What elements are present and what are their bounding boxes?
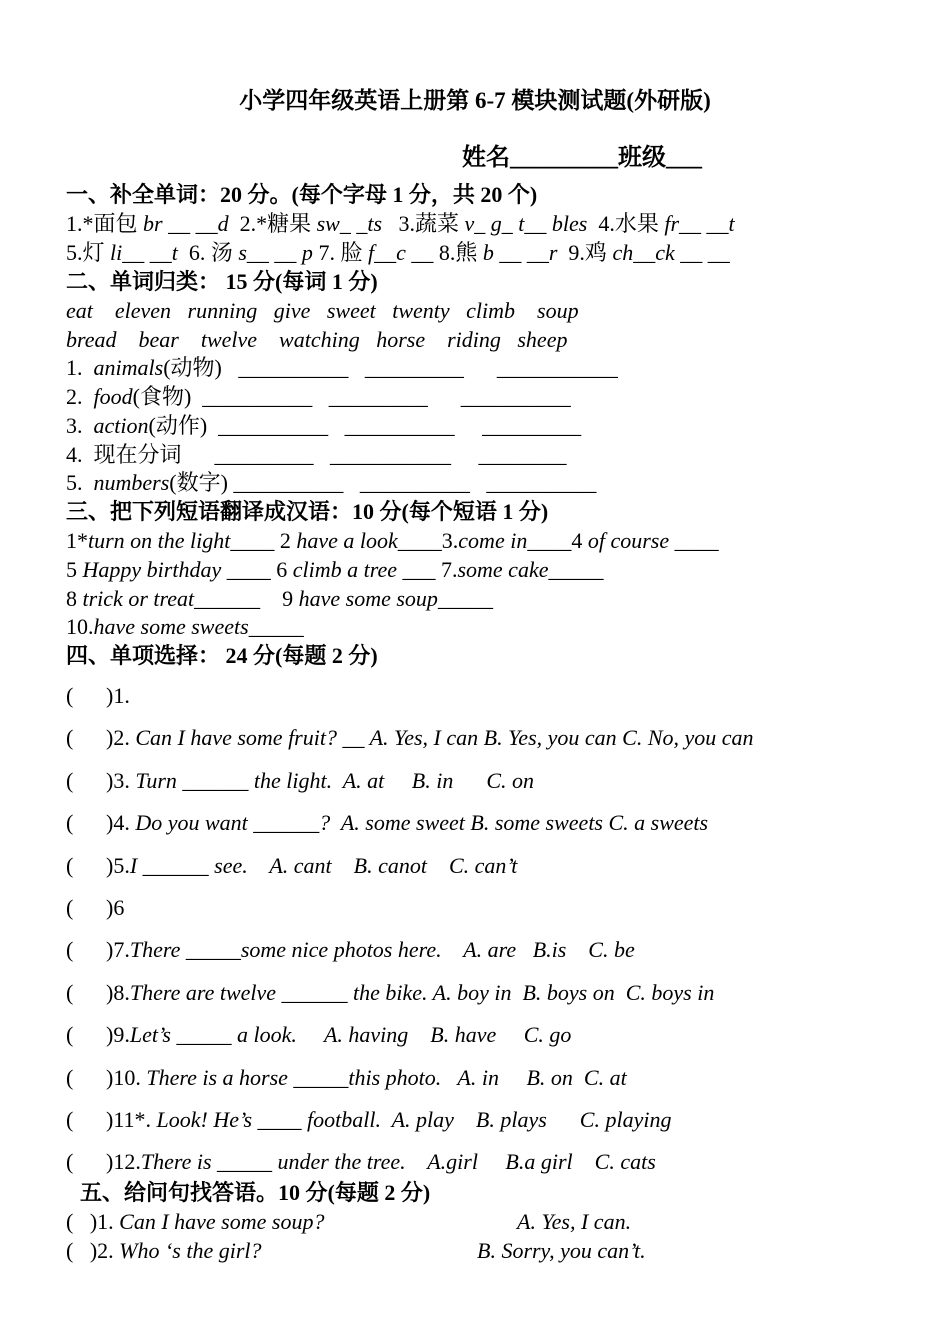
text-segment: Can I have some fruit? __ A. Yes, I can B. Yes, you can C. No, you can [135, 725, 754, 750]
text-segment: turn on the light [88, 528, 231, 553]
text-segment: )9. [106, 1022, 130, 1047]
text-segment: f__c [367, 240, 406, 265]
text-segment: 5.灯 [66, 240, 111, 265]
text-segment: )12. [106, 1149, 141, 1174]
text-segment: Happy birthday [82, 557, 222, 582]
match-answer: A. Yes, I can. [517, 1209, 632, 1234]
answer-paren: ( [66, 768, 74, 793]
text-segment: fr__ __t [664, 211, 735, 236]
text-segment: ____ 6 [221, 557, 293, 582]
text-segment: _____ [437, 586, 493, 611]
name-class-field: 姓名_________班级___ [462, 145, 702, 171]
text-segment: b __ __r [482, 240, 558, 265]
text-segment: __ 8.熊 [405, 240, 483, 265]
text-segment: Who ‘s the girl? [119, 1238, 262, 1263]
text-segment: I ______ see. A. cant B. canot C. can’t [129, 853, 518, 878]
answer-paren: ( [66, 683, 74, 708]
text-segment: (动作) __________ __________ _________ [148, 413, 582, 438]
answer-paren: ( [66, 980, 74, 1005]
text-segment: 2. [66, 384, 94, 409]
text-segment: ch__ck [612, 240, 675, 265]
text-segment: have a look [296, 528, 398, 553]
text-segment: br __ __d [143, 211, 229, 236]
answer-paren: ( [66, 1022, 74, 1047]
text-segment: ( )1. [66, 1209, 120, 1234]
mc-question [66, 980, 714, 1006]
text-segment: action [93, 413, 149, 438]
text-segment: numbers [93, 470, 170, 495]
answer-paren: ( [66, 810, 74, 835]
text-segment: Look! He’s ____ football. A. play B. plays C. playing [156, 1107, 672, 1132]
match-question [66, 1209, 324, 1235]
text-segment: 4.水果 [587, 211, 665, 236]
section1-heading: 一、补全单词：20 分。(每个字母 1 分，共 20 个) [66, 182, 538, 207]
section1-line2 [66, 240, 730, 266]
text-segment: )11*. [106, 1107, 157, 1132]
text-segment: 7. 脸 [312, 240, 368, 265]
text-segment: Can I have some soup? [119, 1209, 325, 1234]
text-segment: )2. [106, 725, 136, 750]
text-segment: 3.蔬菜 [382, 211, 465, 236]
section3-heading: 三、把下列短语翻译成汉语：10 分(每个短语 1 分) [66, 499, 549, 524]
text-segment: 6. 汤 [177, 240, 239, 265]
mc-question [66, 937, 635, 963]
answer-paren: ( [66, 1107, 74, 1132]
text-segment: )5. [106, 853, 130, 878]
text-segment: 4. 现在分词 _________ ___________ ________ [66, 442, 567, 467]
category-row [66, 355, 618, 381]
answer-paren: ( [66, 937, 74, 962]
category-row [66, 413, 581, 439]
text-segment: Turn ______ the light. A. at B. in C. on [135, 768, 535, 793]
text-segment: ____ [669, 528, 719, 553]
text-segment: come in [458, 528, 528, 553]
text-segment: )4. [106, 810, 136, 835]
word-bank-line1: eat eleven running give sweet twenty climb soup [66, 298, 579, 323]
text-segment: 5. [66, 470, 94, 495]
text-segment: Let’s _____ a look. A. having B. have C. go [129, 1022, 572, 1047]
text-segment: have some sweets [93, 614, 249, 639]
mc-question [66, 725, 754, 751]
text-segment: v_ g_ t__ bles [464, 211, 588, 236]
text-segment: (数字) __________ __________ __________ [169, 470, 597, 495]
text-segment: )3. [106, 768, 136, 793]
text-segment: __ __ [674, 240, 730, 265]
text-segment: ( )2. [66, 1238, 120, 1263]
answer-paren: ( [66, 853, 74, 878]
text-segment: There are twelve ______ the bike. A. boy in B. boys on C. boys in [129, 980, 715, 1005]
answer-paren: ( [66, 1065, 74, 1090]
text-segment: 1* [66, 528, 88, 553]
text-segment: ____ 2 [230, 528, 297, 553]
text-segment: 1. [66, 355, 94, 380]
text-segment: Do you want ______? A. some sweet B. some sweets C. a sweets [135, 810, 709, 835]
text-segment: There _____some nice photos here. A. are B.is C. be [129, 937, 635, 962]
text-segment: )6 [106, 895, 125, 920]
text-segment: 9.鸡 [557, 240, 613, 265]
text-segment: of course [587, 528, 670, 553]
text-segment: There is _____ under the tree. A.girl B.a girl C. cats [140, 1149, 656, 1174]
phrase-line [66, 614, 304, 640]
text-segment: )10. [106, 1065, 147, 1090]
text-segment: ____3. [397, 528, 459, 553]
text-segment: There is a horse _____this photo. A. in B. on C. at [146, 1065, 627, 1090]
mc-question [66, 1149, 656, 1175]
word-bank-line2: bread bear twelve watching horse riding sheep [66, 327, 568, 352]
mc-question [66, 895, 124, 921]
text-segment: _____ [248, 614, 304, 639]
mc-question [66, 1107, 671, 1133]
phrase-line [66, 557, 603, 583]
text-segment: trick or treat [82, 586, 195, 611]
text-segment: 5 [66, 557, 83, 582]
match-answer: B. Sorry, you can’t. [477, 1238, 646, 1263]
section4-heading: 四、单项选择： 24 分(每题 2 分) [66, 643, 378, 668]
phrase-line [66, 528, 719, 554]
answer-paren: ( [66, 1149, 74, 1174]
text-segment: ___ 7. [396, 557, 458, 582]
mc-question [66, 853, 517, 879]
text-segment: food [93, 384, 133, 409]
text-segment: ____4 [527, 528, 588, 553]
text-segment: 10. [66, 614, 94, 639]
text-segment: )7. [106, 937, 130, 962]
mc-question [66, 810, 708, 836]
mc-question [66, 768, 534, 794]
answer-paren: ( [66, 895, 74, 920]
page-title: 小学四年级英语上册第 6-7 模块测试题(外研版) [239, 88, 711, 113]
text-segment: 3. [66, 413, 94, 438]
text-segment: 1.*面包 [66, 211, 144, 236]
text-segment: sw_ _ts [316, 211, 383, 236]
category-row [66, 470, 596, 496]
text-segment: (食物) __________ _________ __________ [132, 384, 571, 409]
category-row [66, 442, 567, 468]
match-question [66, 1238, 262, 1264]
section5-heading: 五、给问句找答语。10 分(每题 2 分) [80, 1180, 431, 1205]
text-segment: )1. [106, 683, 130, 708]
text-segment: )8. [106, 980, 130, 1005]
section2-heading: 二、单词归类： 15 分(每词 1 分) [66, 269, 378, 294]
text-segment: animals [93, 355, 164, 380]
text-segment: _____ [548, 557, 604, 582]
phrase-line [66, 586, 493, 612]
text-segment: have some soup [298, 586, 438, 611]
text-segment: 8 [66, 586, 83, 611]
text-segment: some cake [457, 557, 549, 582]
text-segment: climb a tree [292, 557, 397, 582]
answer-paren: ( [66, 725, 74, 750]
text-segment: ______ 9 [194, 586, 299, 611]
text-segment: 2.*糖果 [228, 211, 317, 236]
text-segment: li__ __t [110, 240, 178, 265]
text-segment: s__ __ p [238, 240, 313, 265]
mc-question [66, 1065, 627, 1091]
mc-question [66, 683, 130, 709]
section1-line1 [66, 211, 735, 237]
category-row [66, 384, 571, 410]
text-segment: (动物) __________ _________ ___________ [163, 355, 618, 380]
mc-question [66, 1022, 571, 1048]
